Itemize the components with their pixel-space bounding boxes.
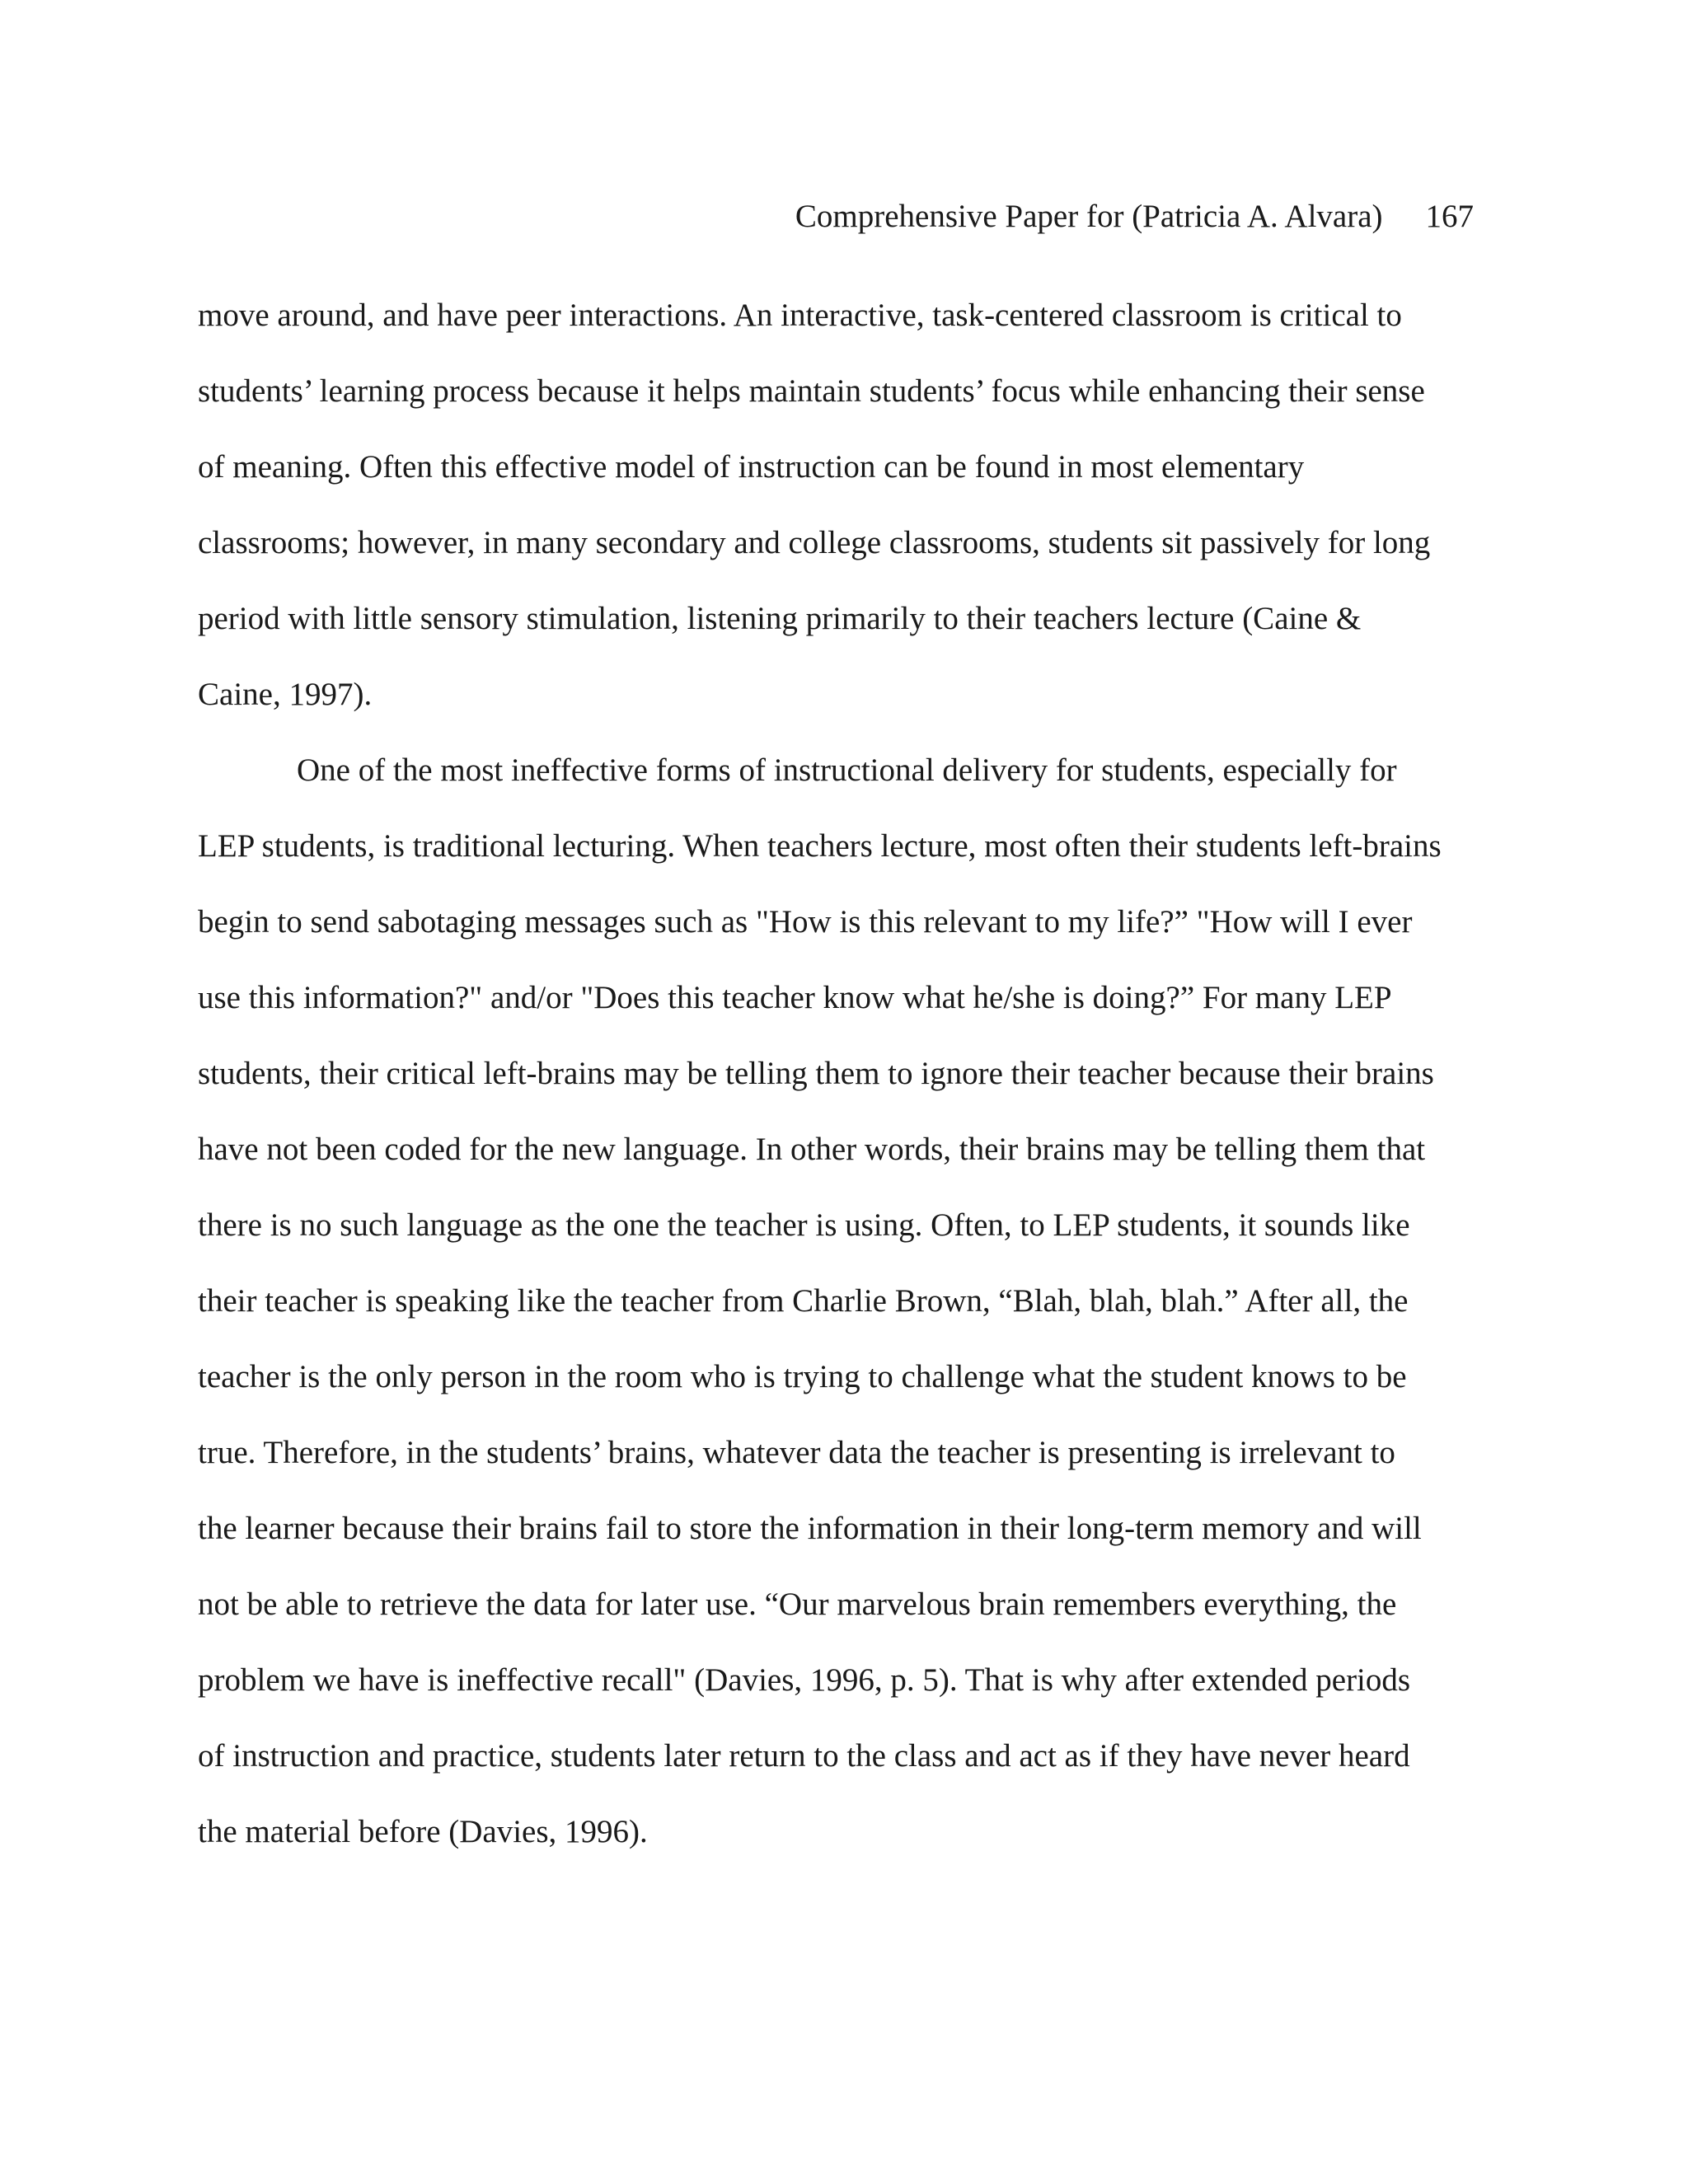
- paragraph-line: problem we have is ineffective recall" (Davies, 1996, p. 5). That is why after extended periods: [198, 1662, 1411, 1698]
- paragraph-line: not be able to retrieve the data for later use. “Our marvelous brain remembers everything, the: [198, 1586, 1397, 1622]
- paragraph-line: classrooms; however, in many secondary and college classrooms, students sit passively for long: [198, 525, 1431, 560]
- paragraph-line: there is no such language as the one the teacher is using. Often, to LEP students, it sounds like: [198, 1207, 1410, 1243]
- paragraph-line: move around, and have peer interactions. An interactive, task-centered classroom is critical to: [198, 298, 1402, 333]
- paragraph-line: period with little sensory stimulation, listening primarily to their teachers lecture (Caine &: [198, 601, 1362, 636]
- paragraph-line: the material before (Davies, 1996).: [198, 1814, 648, 1849]
- paragraph-line: Caine, 1997).: [198, 677, 373, 712]
- paragraph-line: begin to send sabotaging messages such as "How is this relevant to my life?” "How will I ever: [198, 904, 1413, 940]
- paragraph-line: use this information?" and/or "Does this teacher know what he/she is doing?” For many LEP: [198, 980, 1392, 1015]
- paragraph-line: have not been coded for the new language. In other words, their brains may be telling them that: [198, 1132, 1426, 1167]
- paragraph-line: LEP students, is traditional lecturing. When teachers lecture, most often their students left-brains: [198, 828, 1442, 864]
- running-head-title: Comprehensive Paper for (Patricia A. Alvara): [795, 199, 1383, 234]
- paragraph-first-line: One of the most ineffective forms of instructional delivery for students, especially for: [297, 752, 1397, 788]
- paragraph-line: teacher is the only person in the room who is trying to challenge what the student knows to be: [198, 1359, 1407, 1394]
- paragraph-line: the learner because their brains fail to store the information in their long-term memory and will: [198, 1511, 1422, 1546]
- paragraph-line: their teacher is speaking like the teacher from Charlie Brown, “Blah, blah, blah.” After all, the: [198, 1283, 1409, 1319]
- body-text: [198, 293, 1480, 1886]
- paragraph-line: of instruction and practice, students later return to the class and act as if they have never heard: [198, 1738, 1410, 1774]
- paragraph-line: true. Therefore, in the students’ brains, whatever data the teacher is presenting is irrelevant to: [198, 1435, 1395, 1470]
- running-head: [795, 194, 1474, 239]
- paragraph-line: students’ learning process because it helps maintain students’ focus while enhancing their sense: [198, 373, 1425, 409]
- paragraph-line: of meaning. Often this effective model of instruction can be found in most elementary: [198, 449, 1305, 485]
- page-number: 167: [1425, 199, 1474, 234]
- paragraph-line: students, their critical left-brains may be telling them to ignore their teacher because their brains: [198, 1056, 1434, 1091]
